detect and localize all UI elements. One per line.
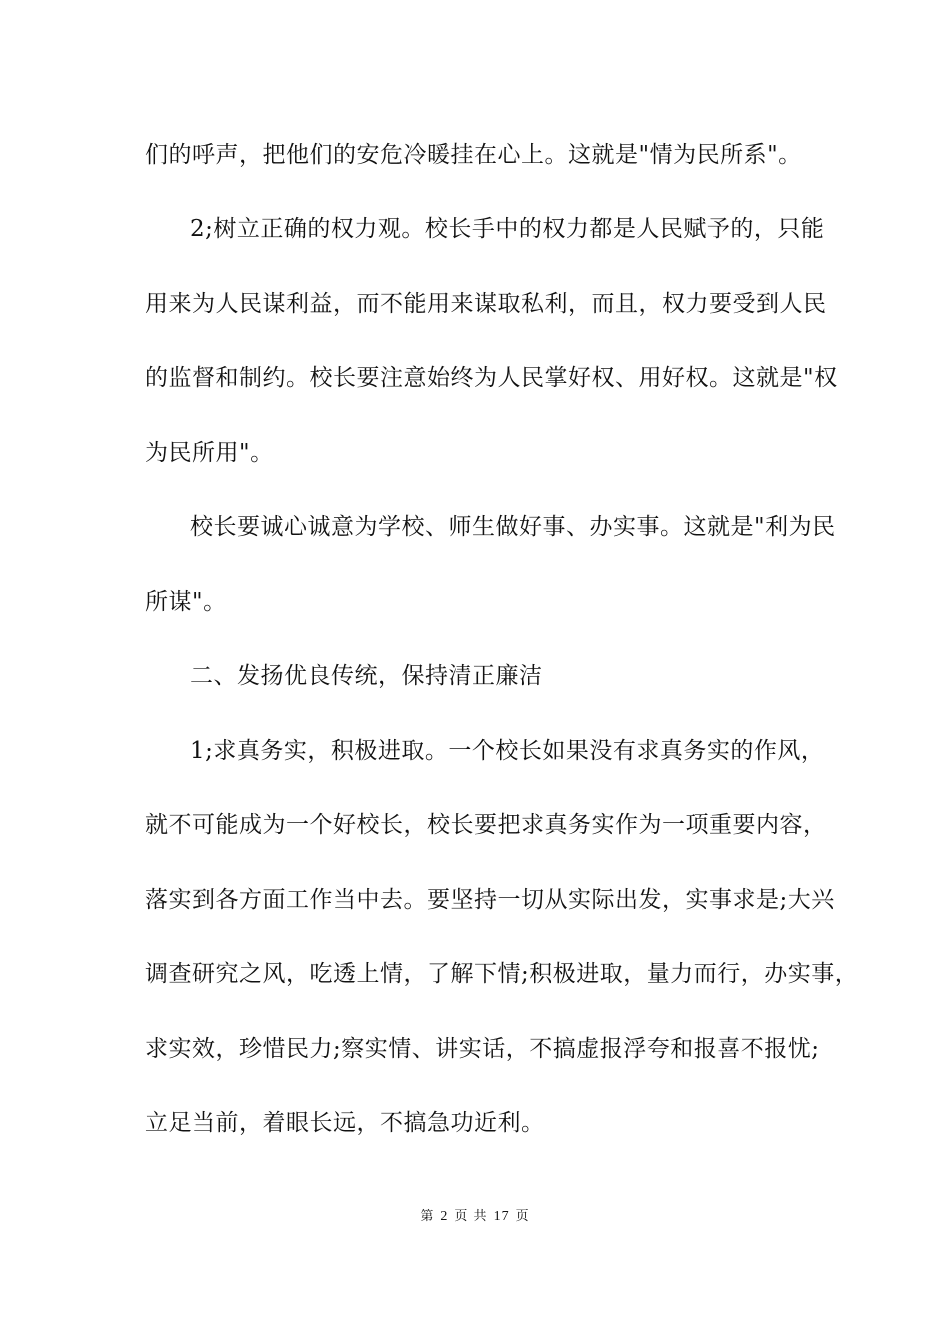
footer-page-number: 2 xyxy=(440,1209,449,1224)
paragraph-line: 的监督和制约。校长要注意始终为人民掌好权、用好权。这就是"权 xyxy=(145,365,838,391)
paragraph-line: 校长要诚心诚意为学校、师生做好事、办实事。这就是"利为民 xyxy=(190,514,836,540)
paragraph-line: 2;树立正确的权力观。校长手中的权力都是人民赋予的，只能 xyxy=(190,216,825,242)
paragraph-line: 们的呼声，把他们的安危冷暖挂在心上。这就是"情为民所系"。 xyxy=(145,142,802,168)
page-footer xyxy=(0,1208,950,1226)
paragraph-line: 1;求真务实，积极进取。一个校长如果没有求真务实的作风， xyxy=(190,738,825,764)
paragraph-line: 用来为人民谋利益，而不能用来谋取私利，而且，权力要受到人民 xyxy=(145,291,827,317)
footer-total-pages: 17 xyxy=(493,1209,510,1224)
section-heading: 二、发扬优良传统，保持清正廉洁 xyxy=(190,663,543,689)
footer-middle: 页 共 xyxy=(454,1209,488,1224)
paragraph-line: 所谋"。 xyxy=(145,589,227,615)
paragraph-line: 就不可能成为一个好校长，校长要把求真务实作为一项重要内容， xyxy=(145,812,827,838)
paragraph-line: 调查研究之风，吃透上情，了解下情;积极进取，量力而行，办实事， xyxy=(145,961,859,987)
footer-prefix: 第 xyxy=(420,1209,435,1224)
footer-suffix: 页 xyxy=(515,1209,530,1224)
paragraph-line: 立足当前，着眼长远，不搞急功近利。 xyxy=(145,1110,545,1136)
paragraph-line: 求实效，珍惜民力;察实情、讲实话，不搞虚报浮夸和报喜不报忧; xyxy=(145,1036,820,1062)
paragraph-line: 落实到各方面工作当中去。要坚持一切从实际出发，实事求是;大兴 xyxy=(145,887,835,913)
paragraph-line: 为民所用"。 xyxy=(145,440,274,466)
